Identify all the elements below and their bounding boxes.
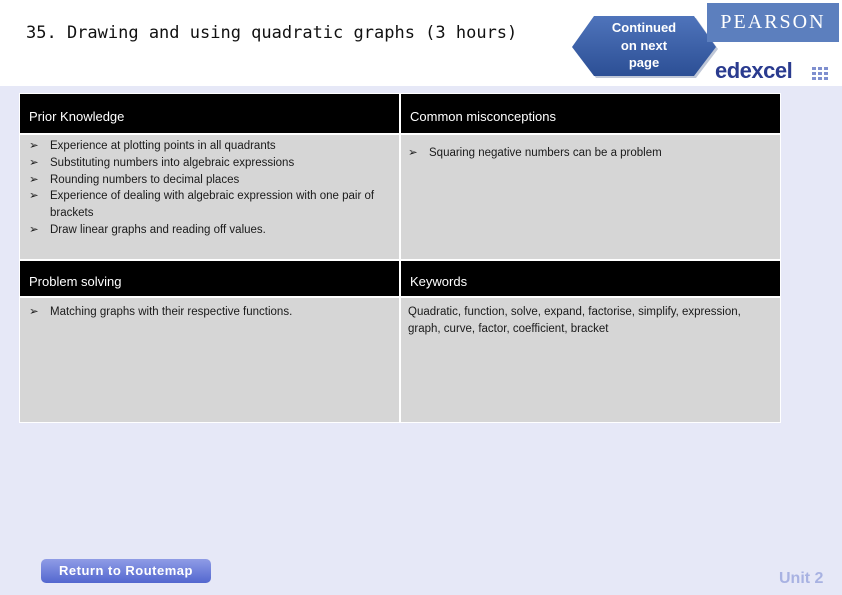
problem-solving-header: Problem solving xyxy=(20,261,399,296)
edexcel-logo-text: edexcel xyxy=(715,58,793,83)
keywords-cell xyxy=(401,298,780,422)
list-item: ➢ Rounding numbers to decimal places xyxy=(29,172,391,189)
problem-solving-list xyxy=(29,304,391,321)
problem-solving-cell xyxy=(20,298,399,422)
pearson-logo xyxy=(707,3,839,42)
page-title: 35. Drawing and using quadratic graphs (3 hours) xyxy=(26,23,518,43)
prior-knowledge-cell xyxy=(20,135,399,259)
list-item: ➢ Draw linear graphs and reading off values. xyxy=(29,222,391,239)
continued-next-page-button[interactable] xyxy=(568,14,720,80)
continued-line-2: on next xyxy=(620,37,668,53)
arrowhead-bullet-icon: ➢ xyxy=(29,223,39,236)
edexcel-grid-icon xyxy=(812,67,832,83)
list-item: ➢ Matching graphs with their respective functions. xyxy=(29,304,391,321)
pearson-logo-text: PEARSON xyxy=(720,11,826,33)
prior-knowledge-list xyxy=(29,138,391,239)
misconceptions-cell xyxy=(401,135,780,259)
continued-line-3: page xyxy=(628,55,660,70)
misconceptions-list xyxy=(408,145,772,162)
header-bar xyxy=(0,0,842,86)
arrowhead-bullet-icon: ➢ xyxy=(29,140,39,152)
continued-line-1: Continued xyxy=(611,20,677,35)
list-item: ➢ Substituting numbers into algebraic expressions xyxy=(29,155,391,172)
unit-label: Unit 2 xyxy=(779,570,824,587)
list-item: ➢ Squaring negative numbers can be a problem xyxy=(408,145,772,162)
list-item: ➢ Experience at plotting points in all quadrants xyxy=(29,138,391,155)
continued-label xyxy=(598,19,690,72)
prior-knowledge-header: Prior Knowledge xyxy=(20,94,399,133)
return-to-routemap-button[interactable]: Return to Routemap xyxy=(41,559,211,583)
arrowhead-bullet-icon: ➢ xyxy=(29,190,39,203)
misconceptions-header: Common misconceptions xyxy=(401,94,780,133)
arrowhead-bullet-icon: ➢ xyxy=(408,147,418,159)
arrowhead-bullet-icon: ➢ xyxy=(29,306,39,318)
keywords-header: Keywords xyxy=(401,261,780,296)
edexcel-logo xyxy=(707,58,839,88)
list-item: ➢ Experience of dealing with algebraic expression with one pair of brackets xyxy=(29,190,375,220)
lesson-overview-table xyxy=(19,93,781,423)
arrowhead-bullet-icon: ➢ xyxy=(29,173,39,186)
arrowhead-bullet-icon: ➢ xyxy=(29,156,39,169)
keywords-text: Quadratic, function, solve, expand, factorise, simplify, expression, graph, curve, factor, coefficient, bracket xyxy=(408,306,741,335)
